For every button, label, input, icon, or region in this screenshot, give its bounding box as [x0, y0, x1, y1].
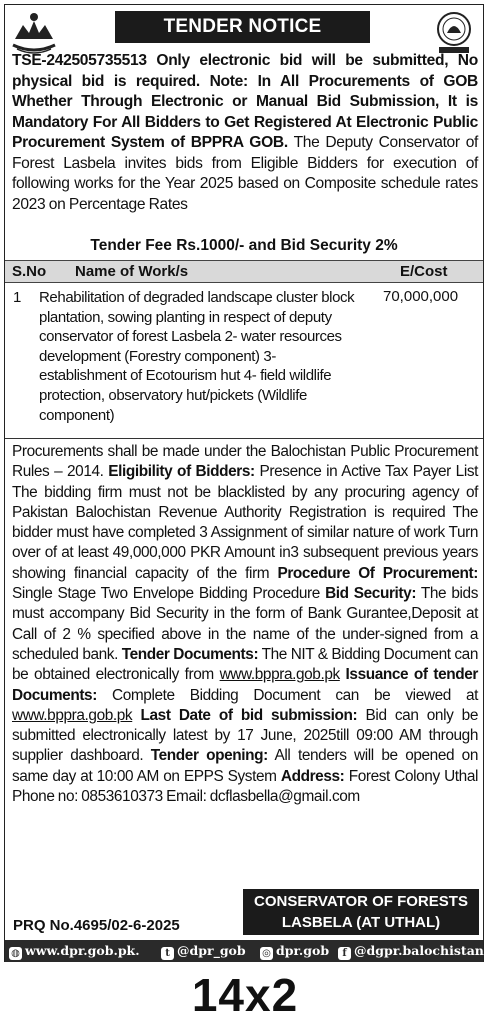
terms-text: [132, 707, 140, 724]
social-web[interactable]: [9, 943, 140, 960]
intro-bold-text: TSE-242505735513 Only electronic bid will be submitted, No physical bid is required. Note: In All Procurements of GOB Whether Through Electronic or Manual Bid Submission, It is Mandatory For All Bidders to Get Registered At Electronic Public Procurement System of BPPRA GOB.: [12, 52, 478, 151]
header-sno: S.No: [12, 263, 47, 280]
signatory-line-2: LASBELA (AT UTHAL): [281, 914, 441, 931]
ad-size-label: 14x2: [191, 969, 299, 1021]
terms-text: Single Stage Two Envelope Bidding Procedure: [12, 585, 326, 603]
tender-notice: [4, 4, 484, 962]
row-cost: 70,000,000: [383, 288, 459, 305]
procedure-heading: Procedure Of Procurement:: [277, 564, 478, 582]
social-facebook-label: @dgpr.balochistan: [354, 943, 484, 958]
terms-text: The bids must accompany Bid Security in the form of Bank Gurantee,Deposit at Call of 2 % specified above in the name of the under-signed from a scheduled bank.: [12, 585, 478, 663]
terms-text: Procurements shall be made under the Balochistan Public Procurement Rules – 2014.: [12, 443, 478, 481]
terms-paragraph: [12, 442, 478, 807]
tender-opening-heading: Tender opening:: [150, 747, 268, 765]
social-bar: [5, 940, 483, 962]
facebook-icon: f: [338, 947, 351, 960]
social-twitter[interactable]: [161, 943, 246, 960]
intro-paragraph: [12, 51, 478, 215]
address-heading: Address:: [280, 767, 345, 785]
terms-text: The NIT & Bidding Document can be obtained electronically from: [12, 645, 478, 684]
terms-text: Forest Colony Uthal Phone no: 0853610373 Email: dcflasbella@gmail.com: [12, 767, 478, 806]
social-web-label: www.dpr.gob.pk.: [25, 943, 140, 958]
row-work: Rehabilitation of degraded landscape cluster block plantation, sowing planting in respect of deputy conservator of forest Lasbela 2- water resources development (Forestry component) 3- establishment of Ecotourism hut 4- field wildlife protection, observatory hut/pickets (Wildlife component): [39, 289, 355, 424]
social-twitter-label: @dpr_gob: [177, 943, 246, 958]
table-row: [5, 283, 483, 439]
twitter-icon: t: [161, 947, 174, 960]
signatory-box: [243, 889, 479, 935]
notice-footer: [5, 887, 483, 937]
terms-text: Bid can only be submitted electronically latest by 17 June, 2025till 09:00 AM through supplier dashboard.: [12, 706, 478, 765]
social-instagram-label: dpr.gob: [276, 943, 330, 958]
row-sno: 1: [13, 289, 22, 306]
last-date-heading: Last Date of bid submission:: [140, 706, 358, 724]
instagram-icon: ◎: [260, 947, 273, 960]
notice-title: TENDER NOTICE: [115, 11, 370, 43]
globe-icon: ◍: [9, 947, 22, 960]
intro-text: The Deputy Conservator of Forest Lasbela invites bids from Eligible Bidders for execution of following works for the Year 2025 based on Composite schedule rates 2023 on Percentage Rates: [12, 134, 478, 213]
balochistan-emblem-icon: [11, 9, 57, 55]
tender-documents-heading: Tender Documents:: [121, 645, 259, 663]
forest-department-seal-icon: [431, 9, 477, 55]
terms-text: All tenders will be opened on same day at 10:00 AM on EPPS System: [12, 747, 479, 785]
eligibility-heading: Eligibility of Bidders:: [108, 463, 255, 481]
bppra-link[interactable]: www.bppra.gob.pk: [12, 706, 133, 724]
header-cost: E/Cost: [400, 263, 448, 280]
header-work: Name of Work/s: [75, 263, 189, 280]
issuance-heading: Issuance of tender Documents:: [12, 666, 478, 704]
fee-line: Tender Fee Rs.1000/- and Bid Security 2%: [90, 237, 398, 254]
signatory-line-1: CONSERVATOR OF FORESTS: [254, 893, 468, 910]
terms-text: Presence in Active Tax Payer List The bidding firm must not be blacklisted by any procuring agency of Pakistan Balochistan Revenue Authority Registration is required The bidder must have completed 3 Assignment of similar nature of work Turn over of at least 49,000,000 PKR Amount in3 subsequent previous years showing financial capacity of the firm: [12, 463, 479, 582]
bppra-link[interactable]: www.bppra.gob.pk: [219, 666, 340, 684]
social-facebook[interactable]: [338, 943, 484, 960]
terms-text: Complete Bidding Document can be viewed at: [96, 686, 478, 704]
table-header: [5, 260, 483, 283]
social-instagram[interactable]: [260, 943, 329, 960]
prq-number: PRQ No.4695/02-6-2025: [13, 917, 180, 934]
bid-security-heading: Bid Security:: [325, 585, 417, 603]
